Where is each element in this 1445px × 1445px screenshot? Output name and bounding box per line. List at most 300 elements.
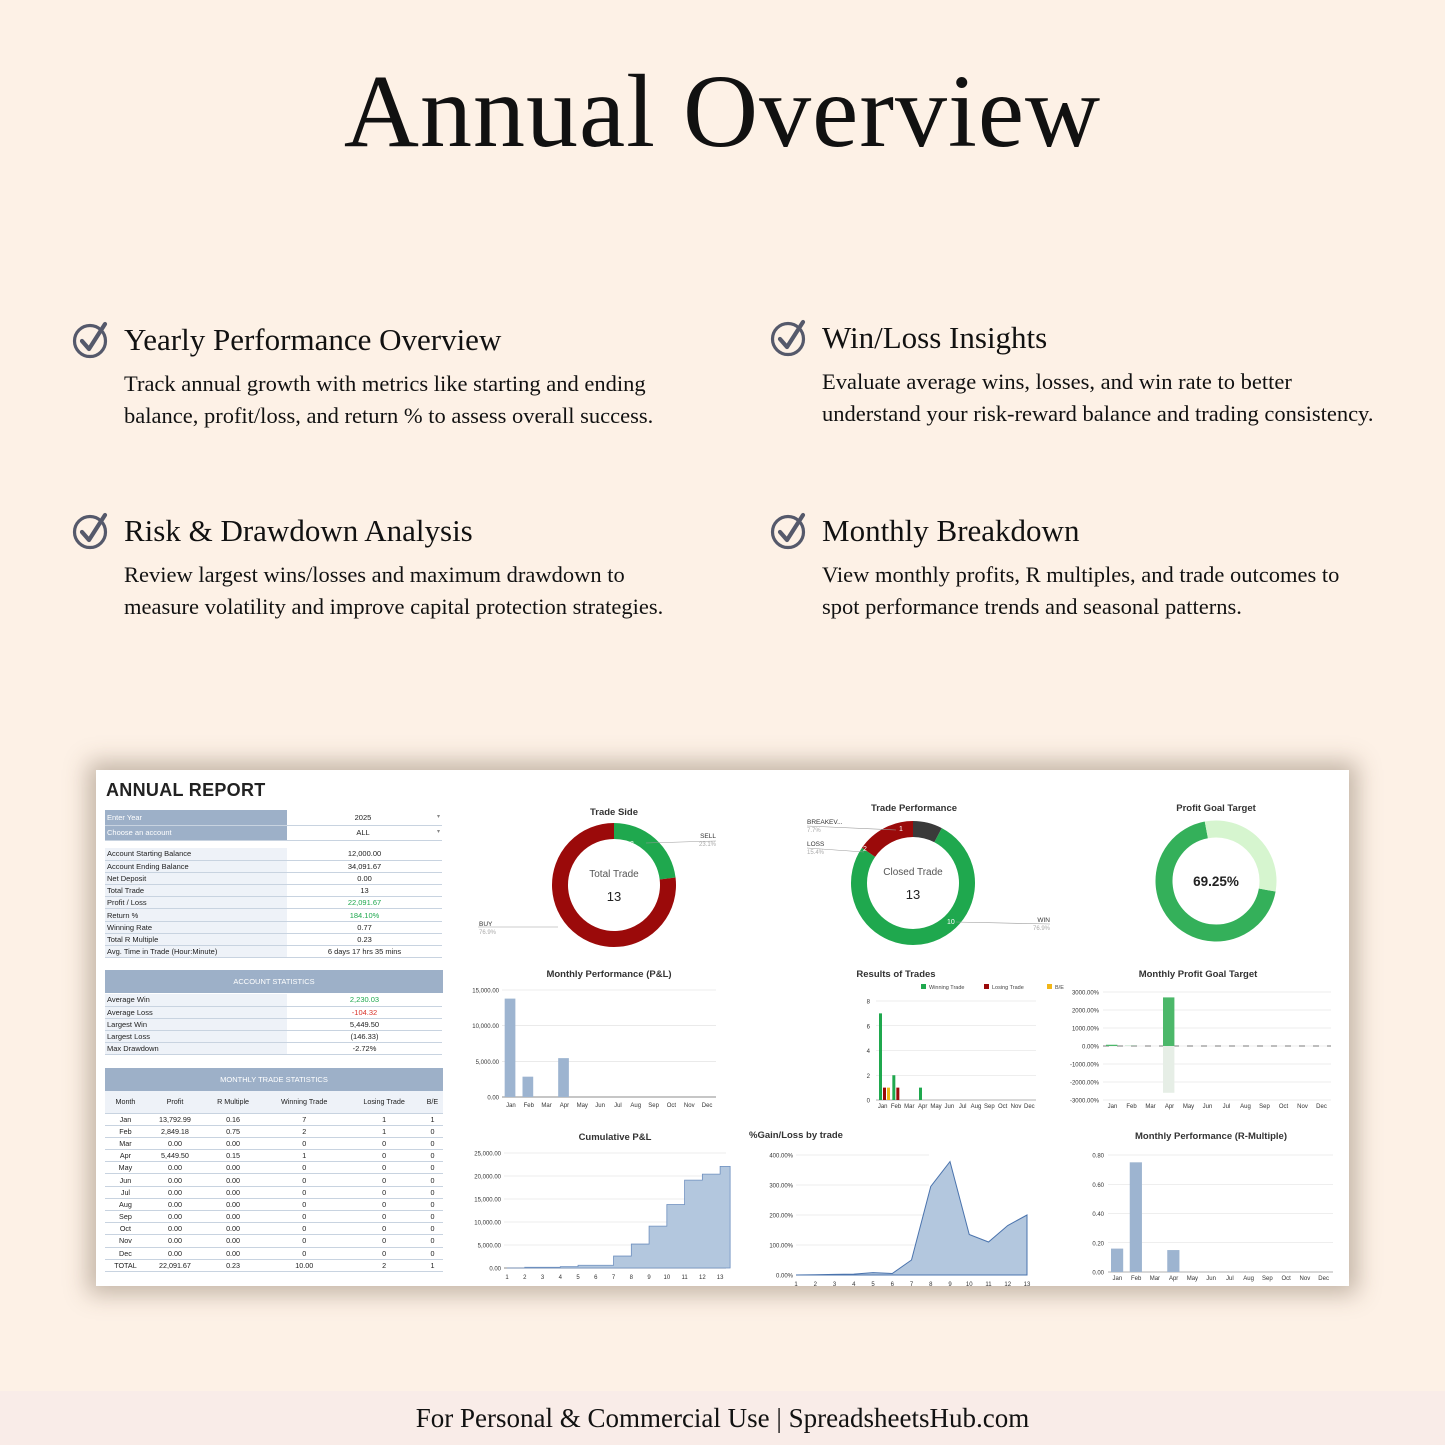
x-tick-label: 3 [832,1282,837,1288]
trade-performance-chart [796,798,1056,950]
monthly-cell: 0.00 [146,1162,204,1174]
trade-side-chart [476,800,726,950]
legend-label: LOSS [807,841,825,848]
monthly-row [105,1259,443,1271]
x-tick-label: Oct [666,1103,677,1109]
x-tick-label: 10 [663,1275,671,1281]
area-series [507,1166,730,1268]
y-tick-label: 0.20 [1092,1241,1104,1248]
footer: For Personal & Commercial Use | SpreadsheetsHub.com [0,1391,1445,1445]
x-tick-label: Sep [1259,1104,1270,1110]
x-tick-label: Oct [997,1104,1008,1110]
stat-value: (146.33) [287,1031,442,1043]
bar [1106,1045,1117,1046]
y-tick-label: 200.00% [769,1213,793,1220]
summary-value: 12,000.00 [287,848,442,860]
summary-row [105,909,442,921]
monthly-row [105,1137,443,1149]
summary-row [105,897,442,909]
monthly-goal-target-chart [1066,965,1336,1115]
center-value: 69.25% [1193,874,1239,889]
stat-label: Largest Loss [105,1031,287,1043]
summary-value: 6 days 17 hrs 35 mins [287,946,442,958]
y-tick-label: 25,000.00 [474,1151,501,1158]
monthly-cell: 1 [346,1113,422,1125]
column-header: B/E [422,1091,443,1113]
results-of-trades-chart [761,963,1064,1113]
column-header: Winning Trade [262,1091,346,1113]
feature-title: Yearly Performance Overview [124,322,502,357]
x-tick-label: Jan [1112,1276,1123,1282]
dropdown-arrow-icon: ▾ [436,829,440,835]
monthly-row [105,1223,443,1235]
legend-swatch [1047,984,1052,989]
x-tick-label: Jun [944,1104,955,1110]
feature-text: Review largest wins/losses and maximum drawdown to measure volatility and improve capital protection strategies. [124,562,664,619]
y-tick-label: -2000.00% [1069,1080,1099,1087]
monthly-cell: 0 [346,1223,422,1235]
monthly-row [105,1113,443,1125]
monthly-cell: 5,449.50 [146,1150,204,1162]
monthly-cell: 0.15 [204,1150,262,1162]
stat-value: 2,230.03 [287,994,442,1006]
x-tick-label: 3 [540,1275,545,1281]
summary-label: Total Trade [105,885,287,897]
monthly-cell: 0.00 [146,1235,204,1247]
x-tick-label: 9 [647,1275,651,1281]
monthly-cell: 0 [422,1137,443,1149]
bar [919,1088,922,1100]
center-value: 13 [905,887,921,902]
x-tick-label: Sep [1262,1276,1273,1282]
column-header: R Multiple [204,1091,262,1113]
monthly-cell: 0 [262,1186,346,1198]
summary-row [105,885,442,897]
x-tick-label: 11 [681,1275,688,1281]
x-tick-label: Jul [1222,1104,1231,1110]
account-select[interactable] [287,825,442,840]
monthly-cell: 0 [346,1235,422,1247]
y-tick-label: 1000.00% [1071,1026,1099,1033]
monthly-row [105,1235,443,1247]
stat-label: Max Drawdown [105,1043,287,1055]
monthly-cell: 0 [262,1198,346,1210]
year-value: 2025 [354,812,372,822]
x-tick-label: Mar [904,1104,915,1110]
legend-pct: 76.9% [1032,926,1050,932]
summary-value: 34,091.67 [287,860,442,872]
y-tick-label: 0.00 [1092,1270,1104,1277]
legend-label: Losing Trade [992,985,1024,991]
x-tick-label: 8 [629,1275,633,1281]
monthly-cell: 0.00 [146,1137,204,1149]
x-tick-label: 7 [611,1275,616,1281]
bar [1130,1162,1142,1272]
summary-value: 184.10% [287,909,442,921]
summary-row [105,933,442,945]
x-tick-label: Mar [1149,1276,1161,1282]
summary-label: Winning Rate [105,921,287,933]
annual-report-sheet [96,770,1349,1286]
column-header: Losing Trade [346,1091,422,1113]
stat-value: -2.72% [287,1043,442,1055]
monthly-cell: 0 [422,1235,443,1247]
monthly-cell: 1 [422,1259,443,1271]
legend-swatch [984,984,989,989]
x-tick-label: 1 [505,1275,509,1281]
monthly-cell: 0 [346,1198,422,1210]
chart-title: Cumulative P&L [578,1132,652,1143]
summary-row [105,946,442,958]
monthly-cell: 0.16 [204,1113,262,1125]
x-tick-label: Jan [877,1104,888,1110]
bar [505,999,516,1097]
x-tick-label: 6 [594,1275,598,1281]
summary-value: 0.00 [287,872,442,884]
monthly-cell: Oct [105,1223,146,1235]
summary-table [105,848,442,958]
x-tick-label: 12 [1004,1282,1012,1288]
monthly-cell: 22,091.67 [146,1259,204,1271]
stat-label: Average Win [105,994,287,1006]
monthly-cell: 0.00 [146,1198,204,1210]
y-tick-label: 0.00% [775,1273,793,1280]
x-tick-label: Dec [1318,1276,1329,1282]
x-tick-label: Sep [648,1103,659,1109]
x-tick-label: Sep [983,1104,995,1110]
legend-label: BREAKEV... [807,819,843,826]
bar [883,1088,886,1100]
monthly-cell: 0.00 [204,1247,262,1259]
x-tick-label: May [1186,1276,1199,1282]
x-tick-label: 8 [929,1282,933,1288]
slice-label: 1 [899,826,903,833]
y-tick-label: 4 [866,1049,870,1055]
monthly-row [105,1125,443,1137]
stat-row [105,1006,442,1018]
x-tick-label: 1 [794,1282,798,1288]
summary-label: Net Deposit [105,872,287,884]
monthly-cell: 0.00 [146,1186,204,1198]
summary-label: Account Ending Balance [105,860,287,872]
bar [1167,1250,1179,1272]
pie-slice [869,829,913,852]
monthly-cell: 0.00 [204,1137,262,1149]
slice-label: 2 [863,846,867,853]
monthly-cell: 0 [346,1211,422,1223]
stat-label: Largest Win [105,1018,287,1030]
x-tick-label: Jun [1206,1276,1216,1282]
legend-label: BUY [479,921,493,928]
monthly-cell: 1 [422,1113,443,1125]
summary-row [105,860,442,872]
monthly-stats-table [105,1091,443,1272]
account-stats-header: ACCOUNT STATISTICS [105,970,443,993]
chart-title: Results of Trades [856,969,936,980]
legend-label: WIN [1037,917,1050,924]
x-tick-label: 9 [948,1282,952,1288]
y-tick-label: 2000.00% [1071,1008,1099,1015]
slice-label: 10 [947,919,955,926]
checkmark-circle-icon [770,318,810,358]
y-tick-label: 0.00 [489,1266,501,1273]
monthly-cell: Nov [105,1235,146,1247]
x-tick-label: Aug [970,1104,982,1110]
monthly-row [105,1198,443,1210]
monthly-cell: 0.00 [204,1235,262,1247]
report-title: ANNUAL REPORT [106,780,266,800]
x-tick-label: 10 [965,1282,973,1288]
monthly-cell: Apr [105,1150,146,1162]
dropdown-arrow-icon: ▾ [436,813,440,820]
monthly-cell: Dec [105,1247,146,1259]
monthly-cell: 0 [346,1137,422,1149]
legend-pct: 23.1% [698,842,716,848]
monthly-row [105,1162,443,1174]
monthly-cell: 0 [422,1150,443,1162]
x-tick-label: Feb [1130,1276,1142,1282]
y-tick-label: 2 [866,1073,870,1080]
x-tick-label: Jul [1226,1276,1234,1282]
y-tick-label: 0 [866,1098,870,1105]
r-multiple-chart [1081,1125,1336,1283]
y-tick-label: 5,000.00 [477,1243,501,1250]
x-tick-label: 4 [852,1282,856,1288]
x-tick-label: Aug [1243,1276,1254,1282]
x-tick-label: 11 [985,1282,992,1288]
monthly-cell: 0 [422,1174,443,1186]
monthly-stats-header: MONTHLY TRADE STATISTICS [105,1068,443,1091]
bar [879,1013,882,1100]
monthly-cell: 0 [262,1247,346,1259]
monthly-cell: 0.00 [146,1223,204,1235]
monthly-pnl-chart [464,965,729,1115]
monthly-cell: 0 [422,1223,443,1235]
monthly-header-row [105,1091,443,1113]
y-tick-label: 8 [866,999,870,1006]
stat-value: 5,449.50 [287,1018,442,1030]
x-tick-label: Dec [1023,1104,1035,1110]
monthly-cell: 0 [262,1162,346,1174]
summary-value: 22,091.67 [287,897,442,909]
monthly-cell: Mar [105,1137,146,1149]
x-tick-label: Mar [541,1103,552,1109]
monthly-row [105,1186,443,1198]
stat-row [105,1043,442,1055]
summary-label: Total R Multiple [105,933,287,945]
chart-title: Monthly Performance (R-Multiple) [1134,1131,1288,1142]
area-series [796,1162,1027,1275]
x-tick-label: Feb [1126,1104,1137,1110]
x-tick-label: 13 [716,1275,724,1281]
y-tick-label: -3000.00% [1069,1098,1099,1105]
monthly-cell: 0.00 [204,1174,262,1186]
x-tick-label: Dec [1316,1104,1327,1110]
y-tick-label: 6 [866,1024,870,1031]
monthly-cell: 0.00 [146,1211,204,1223]
chart-title: Profit Goal Target [1176,803,1256,814]
monthly-cell: 1 [346,1125,422,1137]
slice-label: 10 [557,922,565,929]
y-tick-label: -1000.00% [1069,1062,1099,1069]
monthly-cell: 0 [262,1223,346,1235]
x-tick-label: 6 [890,1282,894,1288]
bar [896,1088,899,1100]
monthly-cell: 0 [262,1137,346,1149]
x-tick-label: Feb [523,1103,534,1109]
x-tick-label: Nov [1297,1104,1308,1110]
checkmark-circle-icon [72,511,112,551]
monthly-cell: 0 [262,1235,346,1247]
x-tick-label: Apr [559,1103,570,1109]
legend-pct: 7.7% [807,828,821,834]
account-value: ALL [356,828,370,837]
monthly-cell: 0 [422,1198,443,1210]
y-tick-label: 0.80 [1092,1153,1104,1160]
monthly-cell: TOTAL [105,1259,146,1271]
x-tick-label: Jan [506,1103,516,1109]
x-tick-label: Aug [1240,1104,1251,1110]
center-label: Total Trade [589,869,639,880]
x-tick-label: Nov [683,1103,695,1109]
summary-value: 0.23 [287,933,442,945]
monthly-cell: 0 [422,1186,443,1198]
checkmark-circle-icon [72,320,112,360]
monthly-cell: 0.00 [146,1247,204,1259]
monthly-cell: 0 [422,1247,443,1259]
y-tick-label: 10,000.00 [472,1024,499,1031]
y-tick-label: 0.40 [1092,1212,1104,1218]
legend-swatch [921,984,926,989]
y-tick-label: 0.00% [1081,1044,1099,1051]
bar [887,1088,890,1100]
bar [1163,997,1174,1046]
chart-title: Monthly Profit Goal Target [1138,969,1258,980]
chart-title: %Gain/Loss by trade [749,1130,843,1141]
x-tick-label: Jun [1202,1104,1213,1110]
slice-label: 3 [630,841,634,848]
x-tick-label: May [576,1103,588,1109]
legend-pct: 76.9% [479,930,497,936]
year-select[interactable] [287,810,442,825]
cumulative-pnl-chart [464,1128,734,1283]
x-tick-label: May [1182,1104,1195,1110]
x-tick-label: Oct [1278,1104,1289,1110]
column-header: Month [105,1091,146,1113]
account-stats-table [105,994,442,1055]
monthly-cell: 0 [422,1125,443,1137]
y-tick-label: 15,000.00 [472,988,499,995]
x-tick-label: 4 [558,1275,562,1281]
chart-title: Monthly Performance (P&L) [546,969,672,980]
monthly-cell: 13,792.99 [146,1113,204,1125]
monthly-cell: 10.00 [262,1259,346,1271]
x-tick-label: 2 [523,1275,527,1281]
x-tick-label: Apr [1168,1276,1179,1282]
y-tick-label: 3000.00% [1071,990,1099,997]
x-tick-label: Jan [1107,1104,1118,1110]
x-tick-label: Apr [1164,1104,1175,1110]
feature-title: Monthly Breakdown [822,513,1080,548]
summary-row [105,921,442,933]
x-tick-label: Jun [595,1103,605,1109]
x-tick-label: Dec [701,1103,713,1109]
monthly-cell: Jun [105,1174,146,1186]
x-tick-label: Nov [1010,1104,1022,1110]
monthly-cell: 2 [262,1125,346,1137]
summary-row [105,872,442,884]
monthly-cell: Jan [105,1113,146,1125]
year-label: Enter Year [105,810,287,825]
summary-label: Account Starting Balance [105,848,287,860]
legend-pct: 15.4% [807,850,825,856]
x-tick-label: Jul [958,1104,967,1110]
y-tick-label: 0.00 [487,1095,499,1102]
monthly-cell: Aug [105,1198,146,1210]
summary-label: Return % [105,909,287,921]
gain-loss-by-trade-chart [749,1125,1036,1288]
monthly-cell: Feb [105,1125,146,1137]
column-header: Profit [146,1091,204,1113]
bar [1111,1249,1123,1272]
stat-row [105,1031,442,1043]
monthly-cell: Sep [105,1211,146,1223]
x-tick-label: 5 [576,1275,580,1281]
center-value: 13 [606,889,622,904]
x-tick-label: 2 [813,1282,817,1288]
x-tick-label: Jul [614,1103,622,1109]
monthly-row [105,1247,443,1259]
x-tick-label: Oct [1281,1276,1291,1282]
monthly-cell: 0 [422,1162,443,1174]
x-tick-label: Apr [917,1104,928,1110]
monthly-cell: 0.00 [204,1186,262,1198]
legend-label: SELL [700,833,716,840]
y-tick-label: 100.00% [769,1243,793,1250]
chart-title: Trade Side [589,807,639,818]
y-tick-label: 20,000.00 [474,1174,501,1181]
stat-row [105,994,442,1006]
profit-goal-chart [1106,798,1326,950]
y-tick-label: 5,000.00 [475,1059,499,1066]
account-label: Choose an account [105,825,287,840]
monthly-row [105,1211,443,1223]
monthly-cell: 7 [262,1113,346,1125]
x-tick-label: May [930,1104,942,1110]
summary-row [105,848,442,860]
checkmark-circle-icon [770,511,810,551]
pie-slice [913,829,938,835]
feature-text: Track annual growth with metrics like starting and ending balance, profit/loss, and return % to assess overall success. [124,371,654,428]
monthly-cell: 0 [346,1150,422,1162]
center-label: Closed Trade [883,867,943,878]
chart-title: Trade Performance [870,803,958,814]
bar [1163,1046,1174,1093]
monthly-cell: 0.00 [204,1211,262,1223]
feature-title: Risk & Drawdown Analysis [124,513,473,548]
monthly-cell: 0 [262,1211,346,1223]
y-tick-label: 10,000.00 [474,1220,501,1227]
y-tick-label: 400.00% [769,1153,793,1160]
x-tick-label: Aug [630,1103,642,1109]
stat-value: -104.32 [287,1006,442,1018]
monthly-cell: Jul [105,1186,146,1198]
summary-label: Avg. Time in Trade (Hour:Minute) [105,946,287,958]
monthly-cell: 1 [262,1150,346,1162]
monthly-cell: 0 [346,1162,422,1174]
feature-title: Win/Loss Insights [822,320,1048,355]
monthly-cell: 0 [262,1174,346,1186]
